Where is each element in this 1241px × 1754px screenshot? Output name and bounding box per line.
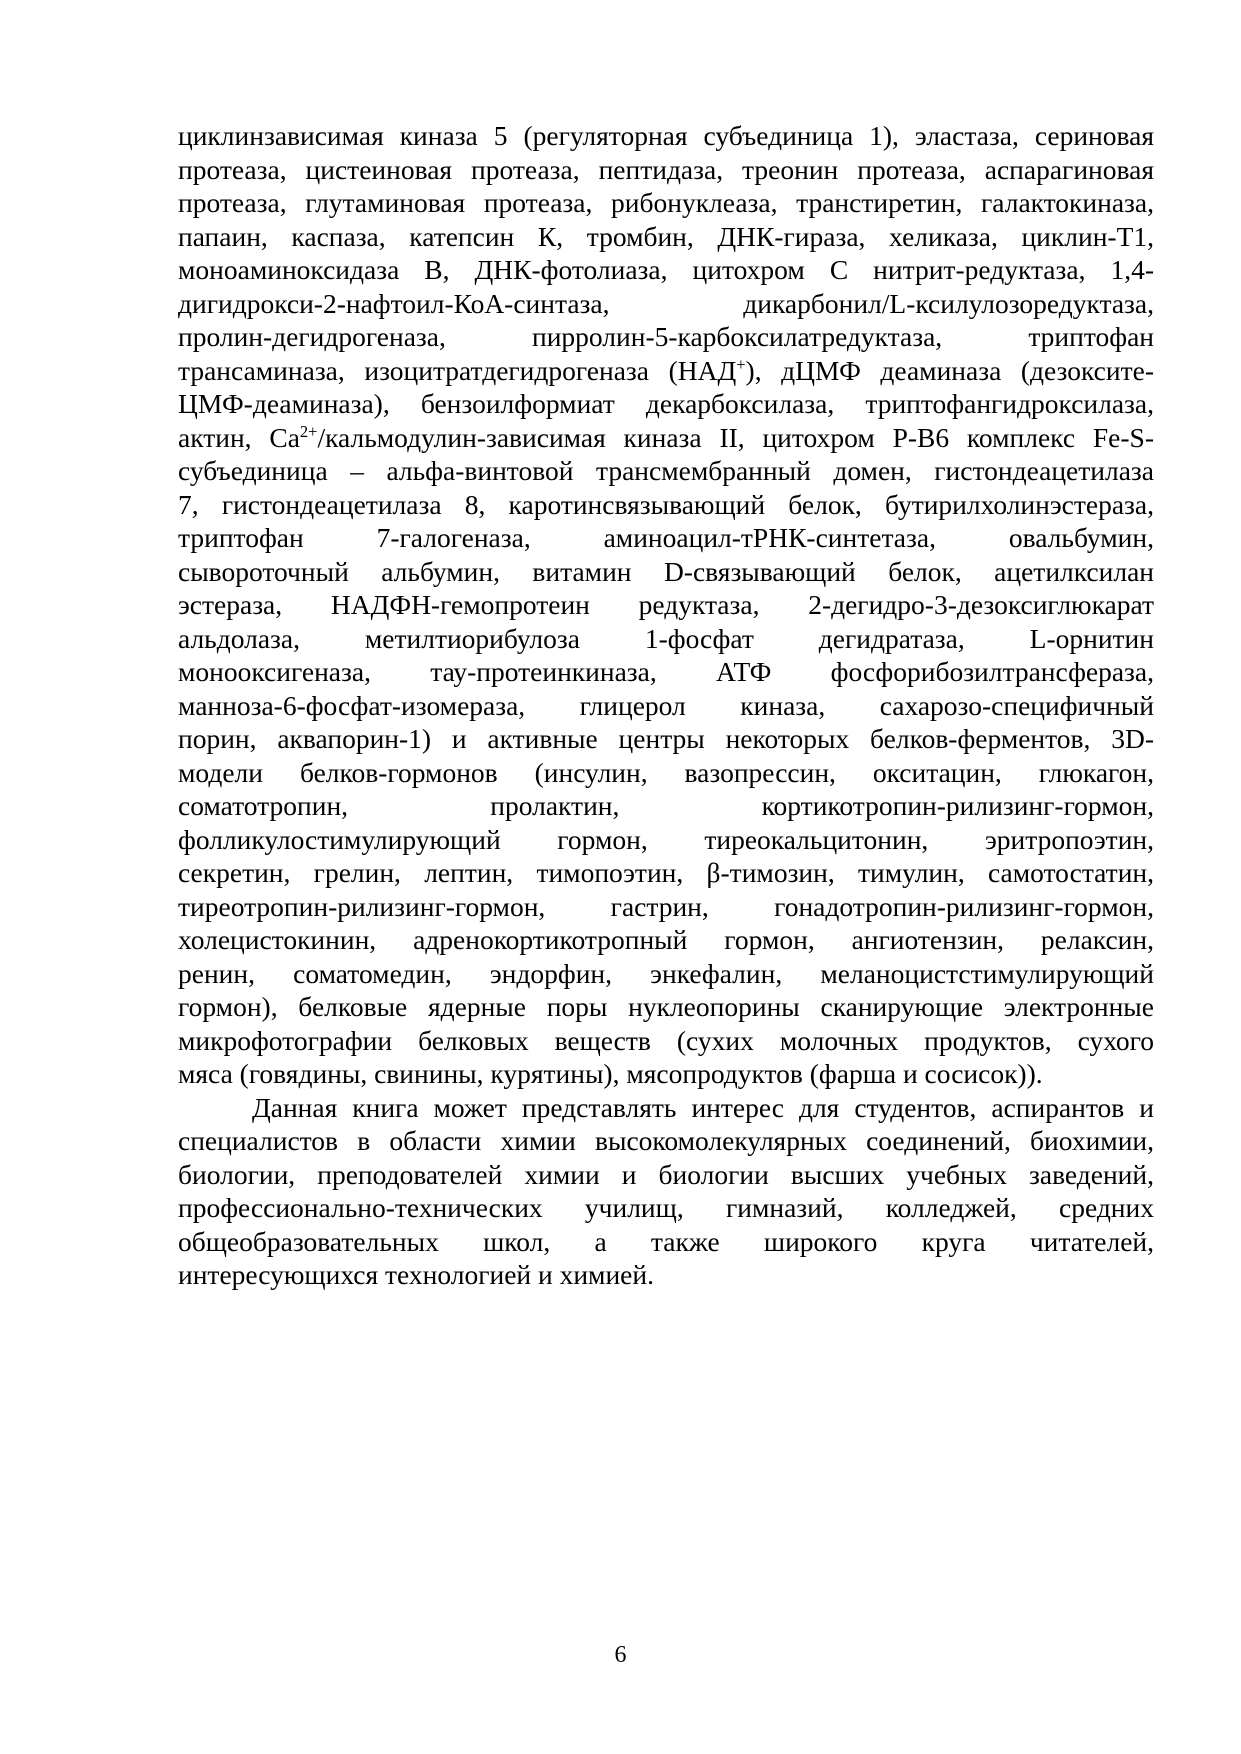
page-number: 6	[614, 1642, 627, 1668]
text-line: субъединица – альфа-винтовой трансмембранный домен, гистондеацетилаза	[178, 455, 1154, 486]
text-line: мяса (говядины, свинины, курятины), мясопродуктов (фарша и сосисок)).	[178, 1058, 1043, 1089]
text-line: триптофан 7-галогеназа, аминоацил-тРНК-синтетаза, овальбумин,	[178, 522, 1154, 553]
text-segment: актин, Ca	[178, 421, 300, 453]
text-line: порин, аквапорин-1) и активные центры некоторых белков-ферментов, 3D-	[178, 723, 1154, 754]
text-line: альдолаза, метилтиорибулоза 1-фосфат дегидратаза, L-орнитин	[178, 622, 1154, 654]
text-line: пролин-дегидрогеназа, пирролин-5-карбоксилатредуктаза, триптофан	[178, 321, 1154, 352]
text-line: эстераза, НАДФН-гемопротеин редуктаза, 2-дегидро-3-дезоксиглюкарат	[178, 589, 1154, 620]
text-line: протеаза, цистеиновая протеаза, пептидаза, треонин протеаза, аспарагиновая	[178, 153, 1154, 185]
text-line: Данная книга может представлять интерес для студентов, аспирантов и	[252, 1091, 1154, 1123]
body-text	[178, 119, 1154, 1292]
text-line: профессионально-технических училищ, гимназий, колледжей, средних	[178, 1192, 1154, 1223]
text-line: модели белков-гормонов (инсулин, вазопрессин, окситацин, глюкагон,	[178, 756, 1154, 788]
text-line: секретин, грелин, лептин, тимопоэтин, β-тимозин, тимулин, самотостатин,	[178, 857, 1154, 888]
text-line: дигидрокси-2-нафтоил-КоА-синтаза, дикарбонил/L-ксилулозоредуктаза,	[178, 287, 1154, 319]
paragraph-enzymes-hormones	[178, 119, 1154, 1091]
text-line: манноза-6-фосфат-изомераза, глицерол киназа, сахарозо-специфичный	[178, 689, 1154, 721]
text-line: тиреотропин-рилизинг-гормон, гастрин, гонадотропин-рилизинг-гормон,	[178, 890, 1154, 922]
text-line: интересующихся технологией и химией.	[178, 1259, 654, 1290]
text-line	[178, 421, 1154, 455]
text-line: ЦМФ-деаминаза), бензоилформиат декарбоксилаза, триптофангидроксилаза,	[178, 388, 1154, 419]
text-line: специалистов в области химии высокомолекулярных соединений, биохимии,	[178, 1125, 1154, 1156]
text-line: сывороточный альбумин, витамин D-связывающий белок, ацетилксилан	[178, 555, 1154, 587]
text-line: монооксигеназа, тау-протеинкиназа, АТФ фосфорибозилтрансфераза,	[178, 656, 1154, 687]
superscript: 2+	[299, 421, 318, 441]
text-line: фолликулостимулирующий гормон, тиреокальцитонин, эритропоэтин,	[178, 823, 1154, 855]
text-line: 7, гистондеацетилаза 8, каротинсвязывающий белок, бутирилхолинэстераза,	[178, 488, 1154, 520]
text-segment: трансаминаза, изоцитратдегидрогеназа (НАД	[178, 354, 737, 386]
text-line: циклинзависимая киназа 5 (регуляторная субъединица 1), эластаза, сериновая	[178, 120, 1154, 151]
text-segment: /кальмодулин-зависимая киназа II, цитохром P-B6 комплекс Fe-S-	[317, 421, 1154, 453]
text-line: общеобразовательных школ, а также широкого круга читателей,	[178, 1225, 1154, 1257]
text-line: папаин, каспаза, катепсин К, тромбин, ДНК-гираза, хеликаза, циклин-Т1,	[178, 220, 1154, 252]
text-line: биологии, преподователей химии и биологии высших учебных заведений,	[178, 1158, 1154, 1190]
text-segment: ), дЦМФ деаминаза (дезоксите-	[745, 354, 1154, 386]
superscript: +	[736, 354, 746, 374]
text-line: протеаза, глутаминовая протеаза, рибонуклеаза, транстиретин, галактокиназа,	[178, 187, 1154, 218]
text-line: микрофотографии белковых веществ (сухих молочных продуктов, сухого	[178, 1024, 1154, 1056]
text-line: ренин, соматомедин, эндорфин, энкефалин, меланоцистстимулирующий	[178, 957, 1154, 989]
text-line: гормон), белковые ядерные поры нуклеопорины сканирующие электронные	[178, 991, 1154, 1022]
text-line	[178, 354, 1154, 388]
paragraph-audience	[178, 1091, 1154, 1292]
text-line: моноаминоксидаза В, ДНК-фотолиаза, цитохром С нитрит-редуктаза, 1,4-	[178, 254, 1154, 285]
text-line: холецистокинин, адренокортикотропный гормон, ангиотензин, релаксин,	[178, 924, 1154, 955]
text-line: соматотропин, пролактин, кортикотропин-рилизинг-гормон,	[178, 790, 1154, 821]
